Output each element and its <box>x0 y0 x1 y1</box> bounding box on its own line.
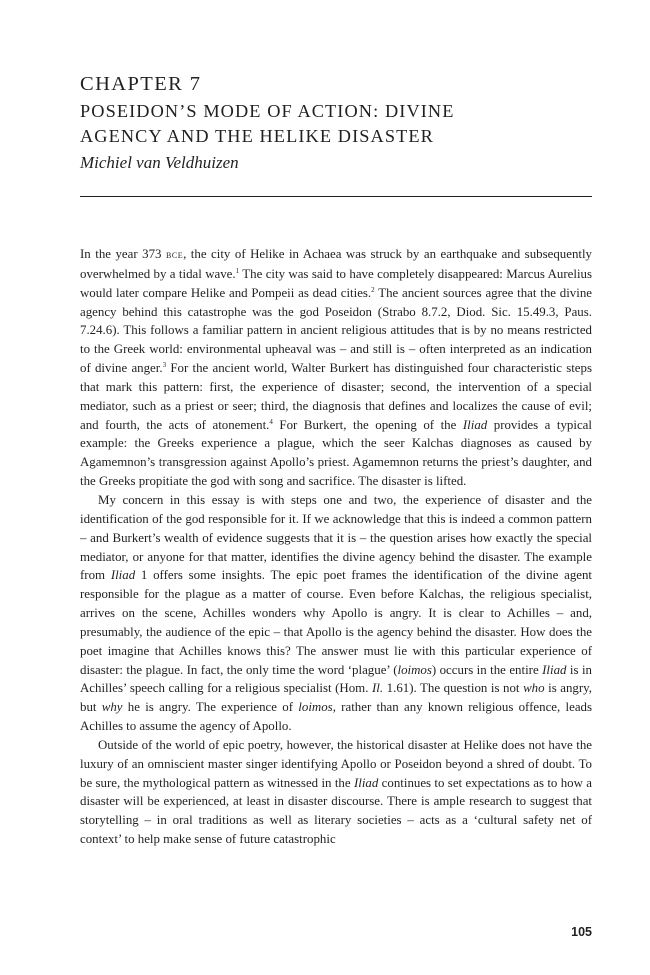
text-span: The city was said to have completely disappeared: Marcus Aurelius would later compare Helike and Pompeii as dead cities. <box>80 266 592 300</box>
work-title: Iliad <box>462 417 488 432</box>
text-span: In the year 373 <box>80 247 167 261</box>
chapter-author: Michiel van Veldhuizen <box>80 153 239 172</box>
footnote-ref-1[interactable]: 1 <box>235 266 240 275</box>
greek-term: loimos <box>397 662 432 677</box>
text-span: 1.61). The question is not <box>383 681 524 696</box>
text-span: The ancient sources agree that the divine agency behind this catastrophe was the god Poseidon (Strabo 8.7.2, Diod. Sic. 15.49.3, Paus. 7.24.6). This follows a familiar pattern in ancient religious attitudes that is by no means restricted to the Greek world: environmental upheaval was – and still is – often interpreted as an indication of divine anger. <box>80 285 592 376</box>
paragraph-2 <box>80 491 592 736</box>
chapter-title-line-1: POSEIDON’S MODE OF ACTION: DIVINE <box>80 101 455 121</box>
emphasis: who <box>523 681 545 696</box>
text-span: 1 offers some insights. The epic poet frames the identification of the divine agent responsible for the plague as a matter of course. Even before Kalchas, the religious specialist, arrives on the scene, Achilles wonders why Apollo is angry. It is clear to Achilles – and, presumably, the audience of the epic – that Apollo is the agency behind the disaster. How does the poet imagine that Achilles knows this? The answer must lie with this particular experience of disaster: the plague. In fact, the only time the word ‘plague’ ( <box>80 568 593 677</box>
paragraph-3 <box>80 736 592 849</box>
greek-term: loimos <box>298 700 333 715</box>
chapter-heading <box>80 71 592 175</box>
text-span: , rather than any known religious offence, leads Achilles to assume the agency of Apollo. <box>80 700 592 734</box>
chapter-title-line-2: AGENCY AND THE HELIKE DISASTER <box>80 125 434 146</box>
text-span: continues to set expectations as to how a disaster will be experienced, at least in disaster discourse. There is ample research to suggest that storytelling – in oral traditions as well as literary societies – acts as a ‘cultural safety net of context’ to help make sense of future catastrophic <box>80 775 592 847</box>
text-span: Outside of the world of epic poetry, however, the historical disaster at Helike does not have the luxury of an omniscient master singer identifying Apollo or Poseidon beyond a shred of doubt. To be sure, the mythological pattern as witnessed in the <box>80 737 592 790</box>
text-span: For the ancient world, Walter Burkert has distinguished four characteristic steps that mark this pattern: first, the experience of disaster; second, the intervention of a special mediator, such as a priest or seer; third, the diagnosis that defines and localizes the cause of evil; and fourth, the acts of atonement. <box>80 361 592 432</box>
chapter-label: CHAPTER 7 <box>80 73 202 95</box>
text-span: provides a typical example: the Greeks experience a plague, which the seer Kalchas diagnoses as caused by Agamemnon’s transgression against Apollo’s priest. Agamemnon returns the priest’s daughter, and the Greeks propitiate the god with song and sacrifice. The disaster is lifted. <box>80 417 592 489</box>
text-span: ) occurs in the entire <box>431 662 543 677</box>
text-span: is in Achilles’ speech calling for a religious specialist (Hom. <box>80 662 592 696</box>
text-span: he is angry. The experience of <box>122 700 299 715</box>
work-title: Iliad <box>353 775 379 790</box>
page-number: 105 <box>571 925 592 939</box>
text-span: My concern in this essay is with steps one and two, the experience of disaster and the identification of the god responsible for it. If we acknowledge that this is indeed a common pattern – and Burkert’s wealth of evidence suggests that it is – the question arises how exactly the special mediator, or anyone for that matter, identifies the divine agency behind the disaster. The example from <box>80 492 592 583</box>
body-text <box>80 245 592 849</box>
footnote-ref-4[interactable]: 4 <box>269 417 273 426</box>
text-span: is angry, but <box>80 681 592 715</box>
work-title: Iliad <box>110 568 136 583</box>
footnote-ref-2[interactable]: 2 <box>371 285 375 294</box>
era-abbreviation: bce <box>166 249 184 261</box>
footnote-ref-3[interactable]: 3 <box>162 361 167 370</box>
emphasis: why <box>101 700 123 715</box>
text-span: , the city of Helike in Achaea was struck by an earthquake and subsequently overwhelmed by a tidal wave. <box>80 247 592 281</box>
paragraph-1 <box>80 245 592 491</box>
chapter-title <box>80 99 592 148</box>
work-title-abbrev: Il. <box>372 681 384 696</box>
heading-divider <box>80 196 592 197</box>
text-span: For Burkert, the opening of the <box>272 417 463 432</box>
work-title: Iliad <box>542 662 567 677</box>
